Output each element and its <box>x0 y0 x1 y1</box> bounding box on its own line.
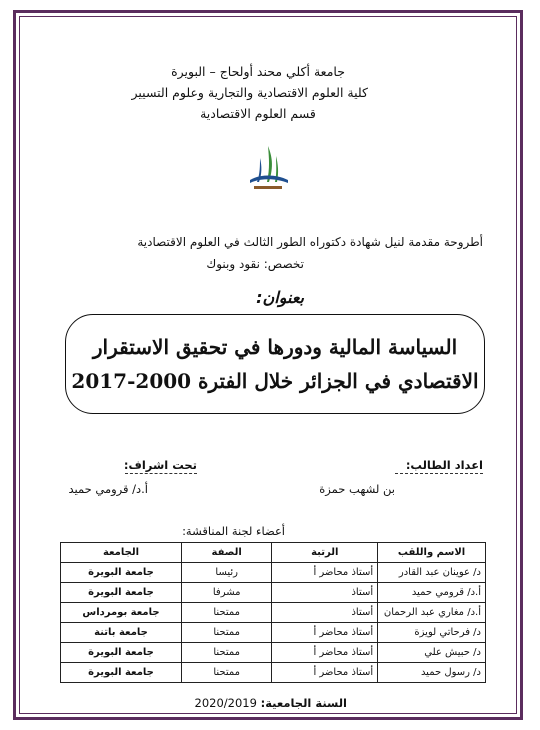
jury-member-rank: أستاذ محاضر أ <box>272 663 378 683</box>
university-logo-icon <box>242 142 294 194</box>
jury-member-rank: أستاذ محاضر أ <box>272 623 378 643</box>
jury-member-role: ممتحنا <box>181 603 271 623</box>
university-name: جامعة أكلي محند أولحاج – البويرة <box>171 64 345 79</box>
jury-member-university: جامعة بومرداس <box>61 603 182 623</box>
table-row <box>61 623 486 643</box>
jury-member-name: د/ رسول حميد <box>378 663 486 683</box>
jury-member-rank: أستاذ <box>272 583 378 603</box>
table-row <box>61 663 486 683</box>
jury-member-name: د/ فرحاتي لويزة <box>378 623 486 643</box>
jury-member-name: أ.د/ قرومي حميد <box>378 583 486 603</box>
table-row <box>61 603 486 623</box>
academic-year-label: السنة الجامعية: <box>260 696 347 710</box>
specialty: تخصص: نقود وبنوك <box>206 257 304 271</box>
jury-member-name: د/ عوينان عبد القادر <box>378 563 486 583</box>
jury-member-role: ممتحنا <box>181 663 271 683</box>
department-name: قسم العلوم الاقتصادية <box>200 106 316 121</box>
col-header-university: الجامعة <box>61 543 182 563</box>
jury-member-university: جامعة باتنة <box>61 623 182 643</box>
titled-label: بعنوان: <box>256 288 304 307</box>
supervision-label: تحت اشراف: <box>123 458 197 472</box>
col-header-name: الاسم واللقب <box>378 543 486 563</box>
academic-year <box>195 696 347 710</box>
student-name: بن لشهب حمزة <box>319 482 395 496</box>
table-row <box>61 643 486 663</box>
jury-member-role: ممتحنا <box>181 623 271 643</box>
jury-member-university: جامعة البويرة <box>61 663 182 683</box>
col-header-rank: الرتبة <box>272 543 378 563</box>
prepared-by-label: اعداد الطالب: <box>405 458 483 472</box>
jury-member-role: رئيسا <box>181 563 271 583</box>
jury-member-rank: أستاذ محاضر أ <box>272 643 378 663</box>
jury-label: أعضاء لجنة المناقشة: <box>182 524 285 538</box>
thesis-title-box <box>65 314 485 414</box>
jury-member-name: أ.د/ مغاري عبد الرحمان <box>378 603 486 623</box>
supervision-underline <box>125 473 197 474</box>
jury-table-header <box>61 543 486 563</box>
table-row <box>61 583 486 603</box>
thesis-title-line-1: السياسة المالية ودورها في تحقيق الاستقرار <box>92 335 458 359</box>
jury-member-role: ممتحنا <box>181 643 271 663</box>
table-row <box>61 563 486 583</box>
jury-member-university: جامعة البويرة <box>61 563 182 583</box>
thesis-statement: أطروحة مقدمة لنيل شهادة دكتوراه الطور الثالث في العلوم الاقتصادية <box>137 235 483 249</box>
prepared-by-underline <box>395 473 483 474</box>
col-header-role: الصفة <box>181 543 271 563</box>
jury-member-name: د/ حبيش علي <box>378 643 486 663</box>
jury-table <box>60 542 486 683</box>
thesis-title-line-2: الاقتصادي في الجزائر خلال الفترة 2000-2017 <box>71 369 479 393</box>
jury-member-university: جامعة البويرة <box>61 583 182 603</box>
supervisor-name: أ.د/ قرومي حميد <box>68 482 148 496</box>
academic-year-value: 2020/2019 <box>194 696 257 710</box>
jury-member-rank: أستاذ <box>272 603 378 623</box>
faculty-name: كلية العلوم الاقتصادية والتجارية وعلوم التسيير <box>131 85 368 100</box>
jury-member-role: مشرفا <box>181 583 271 603</box>
jury-member-rank: أستاذ محاضر أ <box>272 563 378 583</box>
jury-member-university: جامعة البويرة <box>61 643 182 663</box>
